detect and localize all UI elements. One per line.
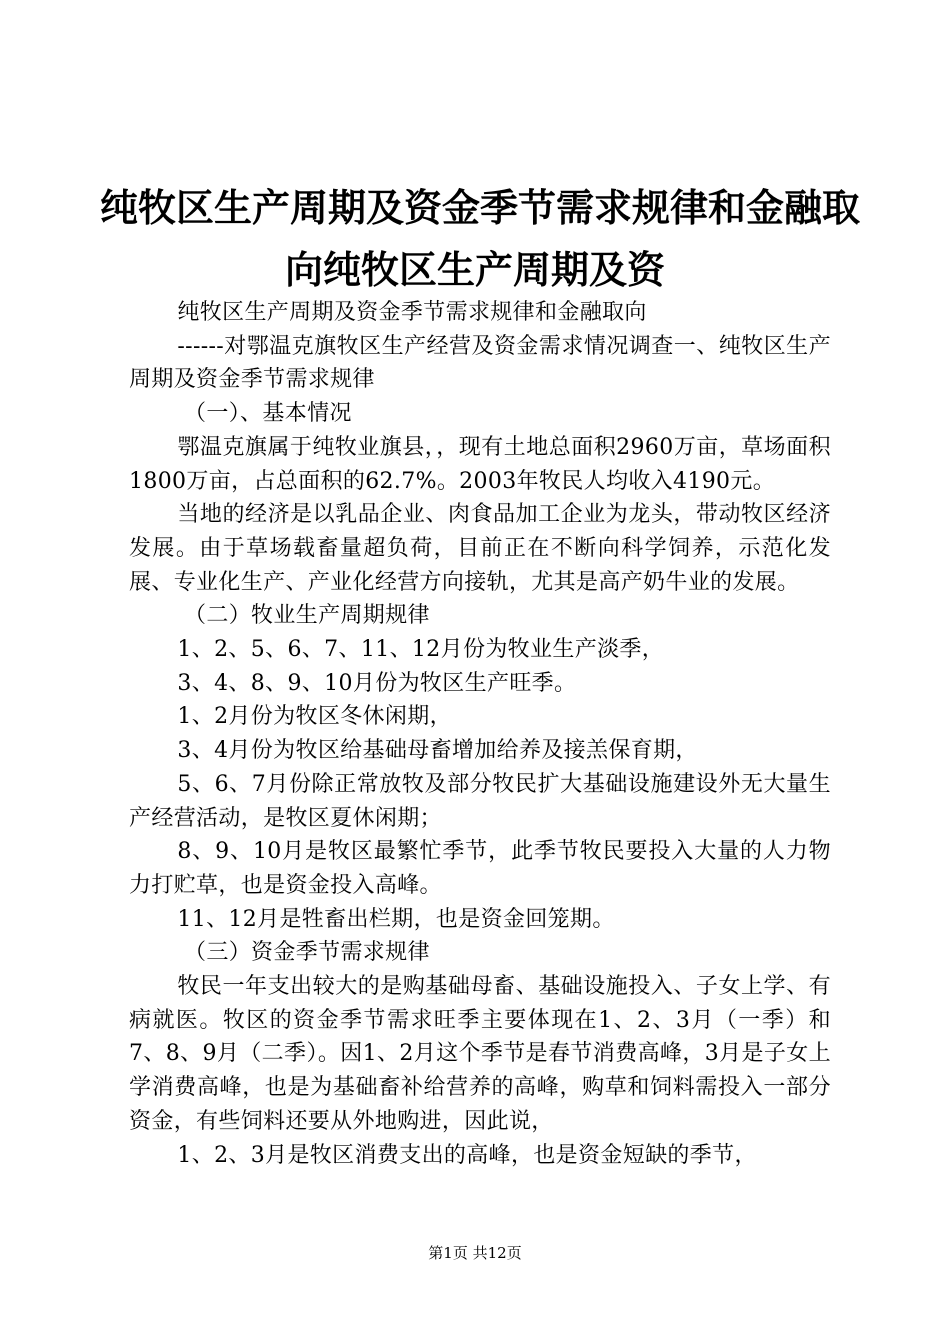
- paragraph-local-economy: 当地的经济是以乳品企业、肉食品加工企业为龙头，带动牧区经济发展。由于草场载畜量超负荷，目前正在不断向科学饲养，示范化发展、专业化生产、产业化经营方向接轨，尤其是高产奶牛业的发展。: [129, 502, 831, 595]
- paragraph-basic-info: 鄂温克旗属于纯牧业旗县，，现有土地总面积2960万亩，草场面积1800万亩，占总面积的62.7%。2003年牧民人均收入4190元。: [129, 434, 831, 494]
- paragraph-peak-season: 3、4、8、9、10月份为牧区生产旺季。: [177, 670, 577, 696]
- paragraph-busy-season: 8、9、10月是牧区最繁忙季节，此季节牧民要投入大量的人力物力打贮草，也是资金投入高峰。: [129, 839, 831, 898]
- document-body: [129, 296, 831, 1172]
- section-heading-production-cycle: （二）牧业生产周期规律: [184, 603, 430, 629]
- document-title-line-2: 向纯牧区生产周期及资: [284, 248, 665, 292]
- paragraph-capital-demand: 牧民一年支出较大的是购基础母畜、基础设施投入、子女上学、有病就医。牧区的资金季节需求旺季主要体现在1、2、3月（一季）和7、8、9月（二季）。因1、2月这个季节是春节消费高峰，3月是子女上学消费高峰，也是为基础畜补给营养的高峰，购草和饲料需投入一部分资金，有些饲料还要从外地购进，因此说，: [129, 974, 831, 1134]
- section-heading-basic-info: （一）、基本情况: [184, 401, 352, 427]
- paragraph-survey-heading: ------对鄂温克旗牧区生产经营及资金需求情况调查一、纯牧区生产周期及资金季节需求规律: [129, 333, 831, 393]
- paragraph-lambing: 3、4月份为牧区给基础母畜增加给养及接羔保育期，: [177, 738, 698, 764]
- document-title-line-1: 纯牧区生产周期及资金季节需求规律和金融取: [100, 186, 861, 230]
- paragraph-subtitle: 纯牧区生产周期及资金季节需求规律和金融取向: [177, 300, 647, 325]
- section-heading-capital-demand: （三）资金季节需求规律: [184, 940, 430, 966]
- paragraph-winter-rest: 1、2月份为牧区冬休闲期，: [177, 704, 452, 730]
- paragraph-consumption-peak: 1、2、3月是牧区消费支出的高峰，也是资金短缺的季节，: [177, 1142, 757, 1168]
- paragraph-off-season: 1、2、5、6、7、11、12月份为牧业生产淡季，: [177, 637, 665, 663]
- paragraph-livestock-sale: 11、12月是牲畜出栏期，也是资金回笼期。: [177, 906, 615, 932]
- page-number-footer: 第1页 共12页: [428, 1244, 522, 1262]
- paragraph-summer-rest: 5、6、7月份除正常放牧及部分牧民扩大基础设施建设外无大量生产经营活动，是牧区夏休闲期；: [129, 771, 831, 831]
